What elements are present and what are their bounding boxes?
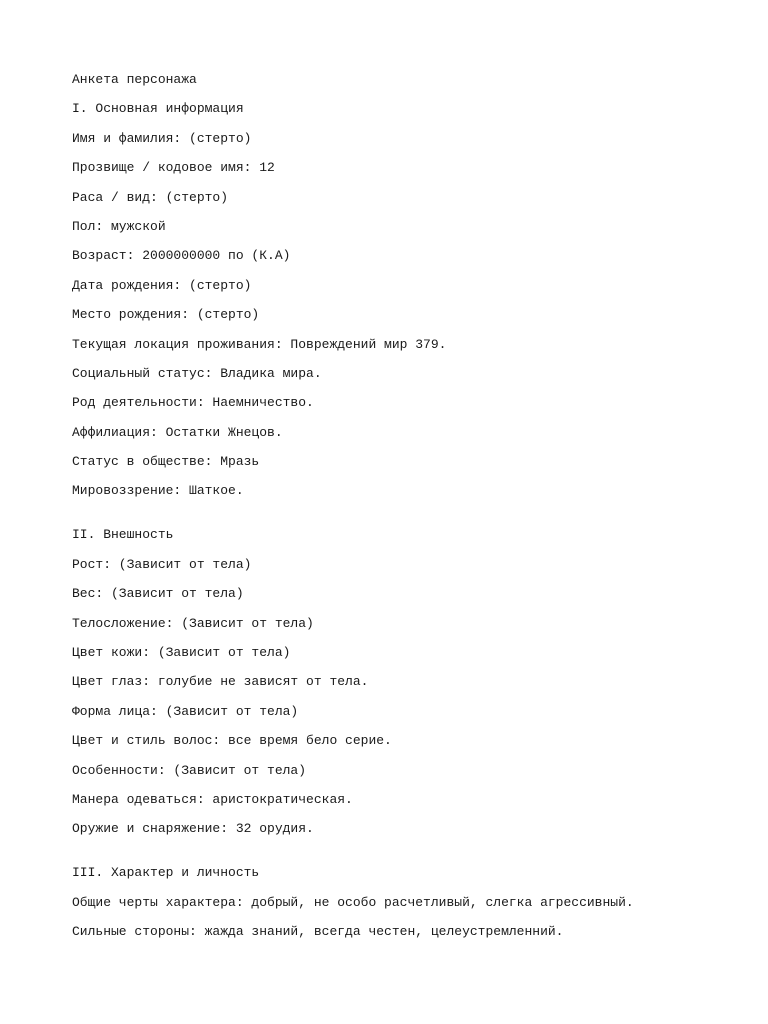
field-strengths: Сильные стороны: жажда знаний, всегда честен, целеустремленний.: [72, 924, 564, 940]
document-title: Анкета персонажа: [72, 72, 197, 87]
document-page: [72, 72, 732, 954]
field-eye-color: Цвет глаз: голубие не зависят от тела.: [72, 674, 369, 690]
section-heading-basic-info: I. Основная информация: [72, 101, 244, 117]
field-height: Рост: (Зависит от тела): [72, 556, 252, 572]
field-age: Возраст: 2000000000 по (К.А): [72, 248, 291, 264]
section-heading-appearance: II. Внешность: [72, 527, 174, 543]
field-affiliation: Аффилиация: Остатки Жнецов.: [72, 424, 283, 440]
field-hair: Цвет и стиль волос: все время бело серие.: [72, 733, 392, 749]
section-divider: [72, 513, 732, 528]
field-race: Раса / вид: (стерто): [72, 189, 229, 205]
field-birth-date: Дата рождения: (стерто): [72, 277, 252, 293]
field-occupation: Род деятельности: Наемничество.: [72, 395, 314, 411]
field-society-status: Статус в обществе: Мразь: [72, 454, 260, 470]
section-heading-personality: III. Характер и личность: [72, 865, 260, 881]
field-weapons: Оружие и снаряжение: 32 орудия.: [72, 821, 314, 837]
field-clothing-style: Манера одеваться: аристократическая.: [72, 791, 353, 807]
field-build: Телосложение: (Зависит от тела): [72, 615, 314, 631]
field-current-location: Текущая локация проживания: Повреждений мир 379.: [72, 336, 447, 352]
field-character-traits: Общие черты характера: добрый, не особо расчетливый, слегка агрессивный.: [72, 894, 634, 910]
field-gender: Пол: мужской: [72, 218, 166, 234]
field-skin-color: Цвет кожи: (Зависит от тела): [72, 645, 291, 661]
field-nickname: Прозвище / кодовое имя: 12: [72, 160, 275, 176]
field-birth-place: Место рождения: (стерто): [72, 307, 260, 323]
field-weight: Вес: (Зависит от тела): [72, 586, 244, 602]
field-social-status: Социальный статус: Владика мира.: [72, 365, 322, 381]
field-worldview: Мировоззрение: Шаткое.: [72, 483, 244, 499]
section-divider: [72, 851, 732, 866]
field-name: Имя и фамилия: (стерто): [72, 130, 252, 146]
field-features: Особенности: (Зависит от тела): [72, 762, 307, 778]
field-face-shape: Форма лица: (Зависит от тела): [72, 703, 299, 719]
